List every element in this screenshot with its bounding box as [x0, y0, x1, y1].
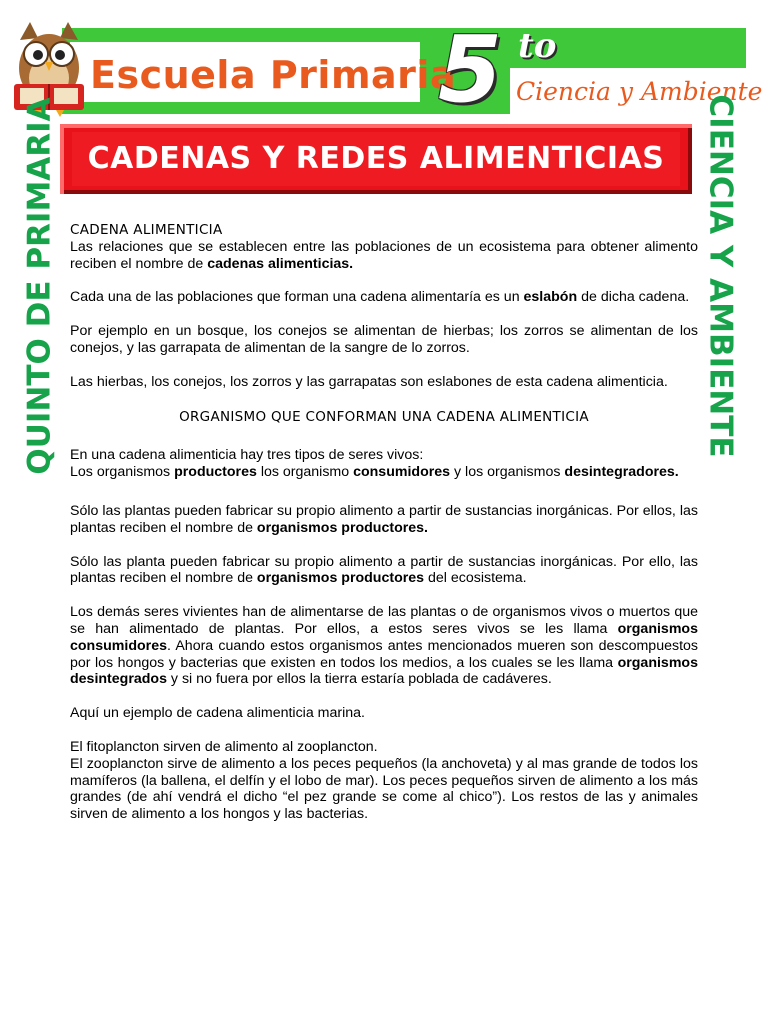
side-label-right — [698, 94, 744, 458]
paragraph: El zooplancton sirve de alimento a los peces pequeños (la anchoveta) y al mas grande de todos los mamíferos (la ballena, el delfín y el lobo de mar). Los peces pequeños sirven de alimento a los más grandes (de ahí vendrá el dicho “el pez grande se come al chico”). Los restos de las y animales sirven de alimento a los hongos y las bacterias. — [70, 755, 698, 823]
paragraph: Aquí un ejemplo de cadena alimenticia marina. — [70, 705, 365, 722]
section-heading-organismos: ORGANISMO QUE CONFORMAN UNA CADENA ALIMENTICIA — [179, 408, 589, 425]
side-label-right-text: CIENCIA Y AMBIENTE — [703, 94, 740, 458]
paragraph: En una cadena alimenticia hay tres tipos de seres vivos: — [70, 447, 424, 464]
document-body — [70, 222, 698, 823]
paragraph: Por ejemplo en un bosque, los conejos se alimentan de hierbas; los zorros se alimentan de los conejos, y las garrapata de alimentan de la sangre de lo zorros. — [70, 323, 698, 356]
side-label-left-text: QUINTO DE PRIMARIA — [22, 97, 59, 475]
section-heading-cadena: CADENA ALIMENTICIA — [70, 222, 223, 238]
paragraph: Los organismos productores los organismo consumidores y los organismos desintegradores. — [70, 464, 679, 481]
school-title: Escuela Primaria — [90, 53, 457, 97]
paragraph: Cada una de las poblaciones que forman una cadena alimentaría es un eslabón de dicha cadena. — [70, 289, 690, 306]
paragraph: Las hierbas, los conejos, los zorros y las garrapatas son eslabones de esta cadena alimenticia. — [70, 373, 668, 390]
paragraph: Sólo las planta pueden fabricar su propio alimento a partir de sustancias inorgánicas. Por ello, las plantas reciben el nombre de organismos productores del ecosistema. — [70, 553, 698, 587]
paragraph: El fitoplancton sirven de alimento al zooplancton. — [70, 738, 378, 755]
grade-suffix: to — [518, 26, 557, 66]
subject-name: Ciencia y Ambiente — [516, 77, 763, 106]
paragraph: Las relaciones que se establecen entre las poblaciones de un ecosistema para obtener alimento reciben el nombre de cadenas alimenticias. — [70, 238, 698, 272]
side-label-left — [18, 97, 62, 475]
grade-number: 5 — [438, 16, 503, 123]
page-title: CADENAS Y REDES ALIMENTICIAS — [87, 141, 665, 176]
paragraph: Los demás seres vivientes han de alimentarse de las plantas o de organismos vivos o muertos que se han alimentado de plantas. Por ellos, a estos seres vivos se les llama organismos consumidores. Ahora cuando estos organismos antes mencionados mueren son descompuestos por los hongos y bacterias que existen en todos los medios, a los cuales se les llama organismos desintegrados y si no fuera por ellos la tierra estaría poblada de cadáveres. — [70, 604, 698, 688]
paragraph: Sólo las plantas pueden fabricar su propio alimento a partir de sustancias inorgánicas. Por ellos, las plantas reciben el nombre de organismos productores. — [70, 502, 698, 536]
